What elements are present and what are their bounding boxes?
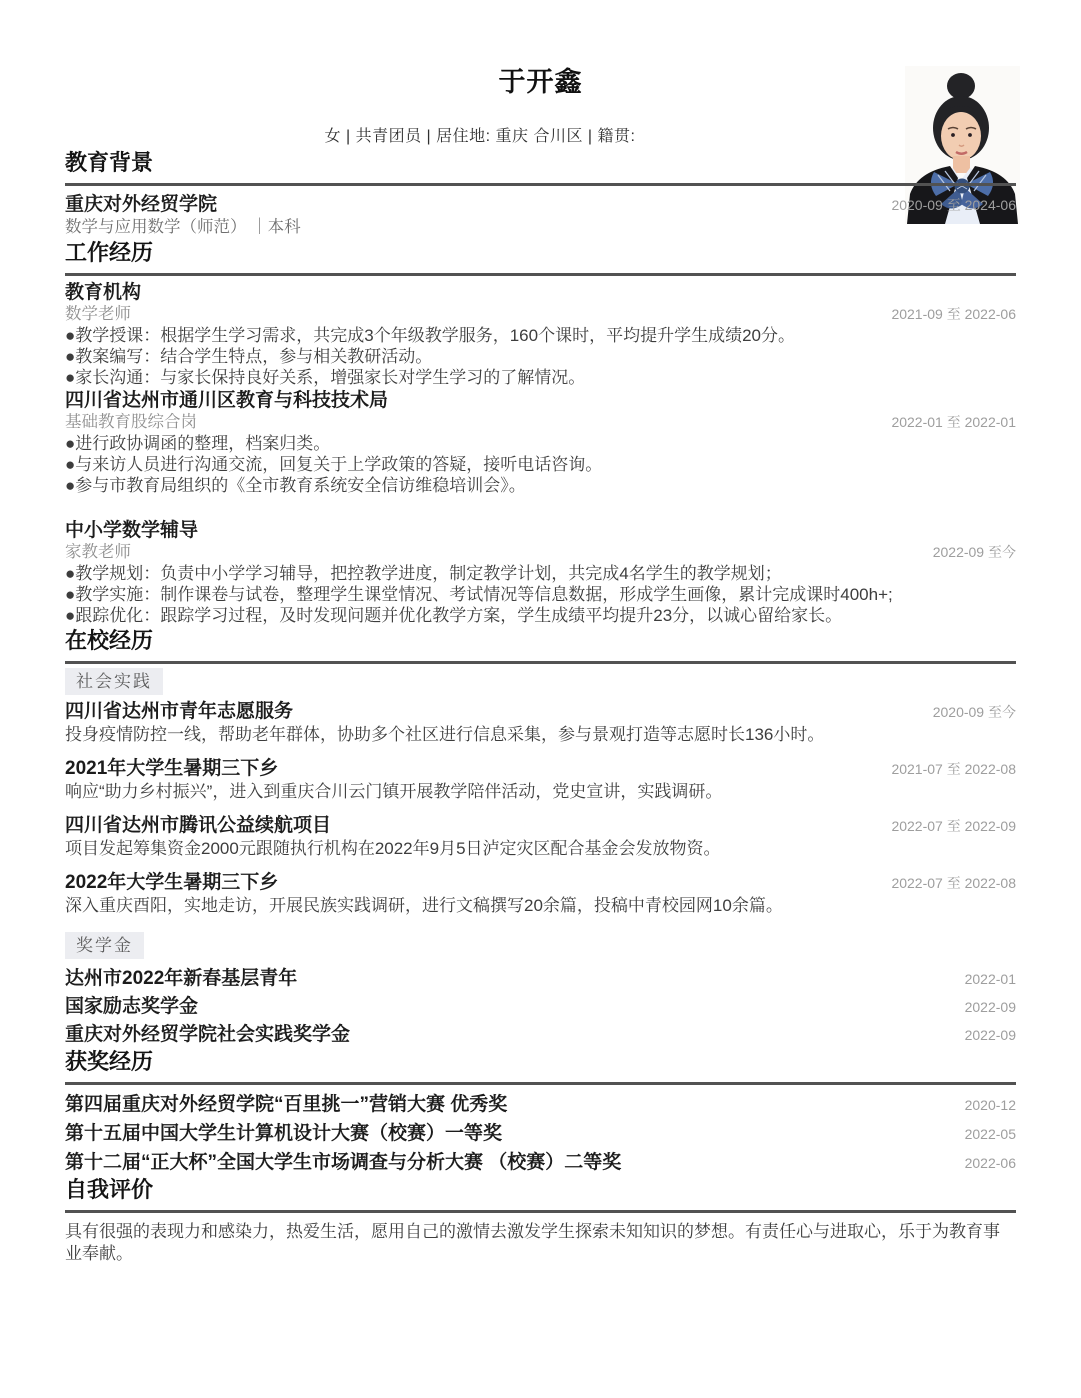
scholarship-name: 国家励志奖学金 (65, 996, 199, 1017)
work-bullet: ●与来访人员进行沟通交流，回复关于上学政策的答疑，接听电话咨询。 (65, 455, 603, 474)
work-bullet: ●进行政协调函的整理，档案归类。 (65, 434, 331, 453)
social-practice-badge: 社会实践 (65, 668, 163, 695)
award-date: 2022-06 (964, 1155, 1016, 1171)
work-bullet: ●教学规划：负责中小学学习辅导，把控教学进度，制定教学计划，共完成4名学生的教学规划； (65, 564, 782, 583)
work-bullet: ●参与市教育局组织的《全市教育系统安全信访维稳培训会》。 (65, 476, 526, 495)
award-row (65, 1151, 1016, 1175)
section-title-education: 教育背景 (65, 148, 1016, 186)
work-entry (65, 520, 1016, 626)
scholarship-row (65, 995, 1016, 1019)
work-bullet: ●教学授课：根据学生学习需求，共完成3个年级教学服务，160个课时，平均提升学生成绩20分。 (65, 326, 795, 345)
campus-entry (65, 701, 1016, 745)
section-title-evaluation: 自我评价 (65, 1175, 1016, 1213)
work-role: 数学老师 (65, 305, 131, 323)
scholarship-row (65, 967, 1016, 991)
scholarship-name: 达州市2022年新春基层青年 (65, 968, 298, 989)
education-date: 2020-09 至 2024-06 (891, 197, 1016, 213)
campus-entry-date: 2022-07 至 2022-08 (891, 875, 1016, 891)
work-bullet: ●教案编写：结合学生特点，参与相关教研活动。 (65, 347, 433, 366)
campus-entry-title: 2021年大学生暑期三下乡 (65, 758, 279, 779)
award-name: 第十二届“正大杯”全国大学生市场调查与分析大赛 （校赛）二等奖 (65, 1152, 622, 1173)
campus-entry (65, 815, 1016, 859)
badge-row (65, 932, 1016, 959)
work-bullet: ●家长沟通：与家长保持良好关系，增强家长对学生学习的了解情况。 (65, 368, 586, 387)
work-role: 家教老师 (65, 543, 131, 561)
work-entry (65, 390, 1016, 496)
work-org: 四川省达州市通川区教育与科技技术局 (65, 390, 389, 411)
scholarship-badge: 奖学金 (65, 932, 144, 959)
scholarship-list (65, 967, 1016, 1047)
education-entry (65, 194, 1016, 238)
campus-entry-desc: 投身疫情防控一线，帮助老年群体，协助多个社区进行信息采集，参与景观打造等志愿时长136小时。 (65, 725, 825, 744)
campus-entry (65, 758, 1016, 802)
award-name: 第十五届中国大学生计算机设计大赛（校赛）一等奖 (65, 1123, 503, 1144)
candidate-name: 于开鑫 (498, 67, 583, 97)
campus-entry-list (65, 701, 1016, 916)
scholarship-date: 2022-09 (964, 999, 1016, 1015)
section-title-awards: 获奖经历 (65, 1047, 1016, 1085)
work-date: 2021-09 至 2022-06 (891, 306, 1016, 322)
work-role: 基础教育股综合岗 (65, 413, 197, 431)
scholarship-date: 2022-01 (964, 971, 1016, 987)
section-title-work: 工作经历 (65, 238, 1016, 276)
campus-entry-desc: 项目发起筹集资金2000元跟随执行机构在2022年9月5日泸定灾区配合基金会发放物资。 (65, 839, 721, 858)
award-row (65, 1093, 1016, 1117)
campus-entry-desc: 深入重庆酉阳，实地走访，开展民族实践调研，进行文稿撰写20余篇，投稿中青校园网10余篇。 (65, 896, 783, 915)
award-list (65, 1093, 1016, 1175)
scholarship-row (65, 1023, 1016, 1047)
award-date: 2020-12 (964, 1097, 1016, 1113)
campus-entry-title: 四川省达州市腾讯公益续航项目 (65, 815, 332, 836)
work-org: 教育机构 (65, 282, 142, 303)
award-date: 2022-05 (964, 1126, 1016, 1142)
scholarship-date: 2022-09 (964, 1027, 1016, 1043)
work-bullet: ●教学实施：制作课卷与试卷，整理学生课堂情况、考试情况等信息数据，形成学生画像，累计完成课时400h+; (65, 585, 893, 604)
award-row (65, 1122, 1016, 1146)
work-date: 2022-01 至 2022-01 (891, 414, 1016, 430)
section-title-campus: 在校经历 (65, 626, 1016, 664)
campus-entry-desc: 响应“助力乡村振兴”，进入到重庆合川云门镇开展教学陪伴活动，党史宣讲，实践调研。 (65, 782, 723, 801)
badge-row (65, 668, 1016, 695)
candidate-basic-info: 女 | 共青团员 | 居住地: 重庆 合川区 | 籍贯: (324, 128, 636, 145)
scholarship-name: 重庆对外经贸学院社会实践奖学金 (65, 1024, 351, 1045)
self-evaluation-text: 具有很强的表现力和感染力，热爱生活，愿用自己的激情去激发学生探索未知知识的梦想。有责任心与进取心，乐于为教育事业奉献。 (65, 1222, 1000, 1263)
campus-entry-title: 2022年大学生暑期三下乡 (65, 872, 279, 893)
work-bullet: ●跟踪优化：跟踪学习过程，及时发现问题并优化教学方案，学生成绩平均提升23分，以诚心留给家长。 (65, 606, 843, 625)
work-entry (65, 282, 1016, 388)
campus-entry-date: 2021-07 至 2022-08 (891, 761, 1016, 777)
campus-entry (65, 872, 1016, 916)
award-name: 第四届重庆对外经贸学院“百里挑一”营销大赛 优秀奖 (65, 1094, 508, 1115)
campus-entry-date: 2022-07 至 2022-09 (891, 818, 1016, 834)
work-org: 中小学数学辅导 (65, 520, 199, 541)
school-name: 重庆对外经贸学院 (65, 194, 218, 215)
education-major-degree: 数学与应用数学（师范） ｜本科 (65, 218, 301, 236)
campus-entry-date: 2020-09 至今 (932, 704, 1016, 720)
work-date: 2022-09 至今 (932, 544, 1016, 560)
campus-entry-title: 四川省达州市青年志愿服务 (65, 701, 294, 722)
